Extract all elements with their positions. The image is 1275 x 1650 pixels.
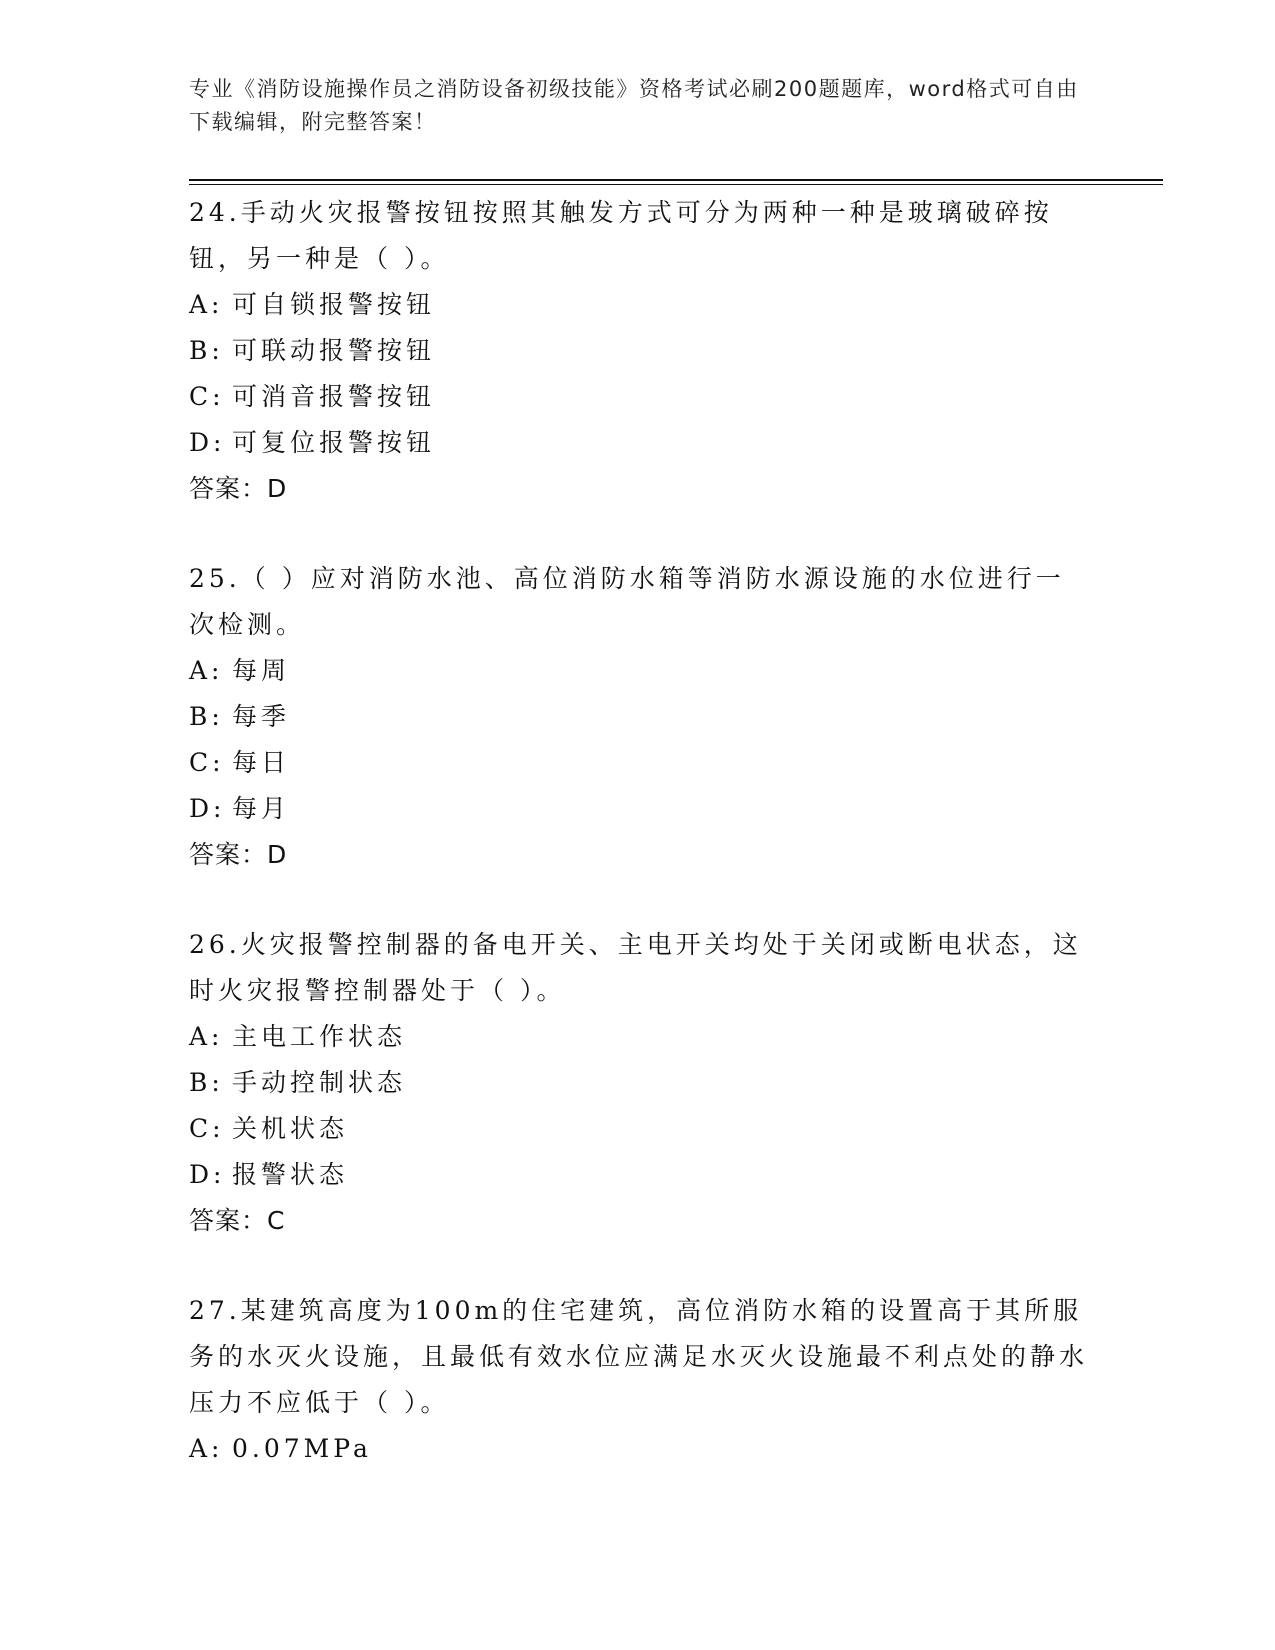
option-letter: D: xyxy=(189,1160,226,1189)
option-a xyxy=(189,282,1089,328)
header-divider-thin xyxy=(189,184,1163,185)
question-24 xyxy=(189,190,1089,512)
option-text: 可联动报警按钮 xyxy=(232,336,436,365)
option-text: 关机状态 xyxy=(232,1114,349,1143)
question-text: 25.（ ）应对消防水池、高位消防水箱等消防水源设施的水位进行一次检测。 xyxy=(189,564,1065,639)
question-text: 27.某建筑高度为100m的住宅建筑，高位消防水箱的设置高于其所服务的水灭火设施，且最低有效水位应满足水灭火设施最不利点处的静水压力不应低于（ ）。 xyxy=(189,1296,1089,1417)
option-c xyxy=(189,1106,1089,1152)
option-text: 可消音报警按钮 xyxy=(232,382,436,411)
question-26 xyxy=(189,922,1089,1244)
option-b xyxy=(189,1060,1089,1106)
option-letter: C: xyxy=(189,382,225,411)
option-letter: C: xyxy=(189,1114,225,1143)
question-text: 24.手动火灾报警按钮按照其触发方式可分为两种一种是玻璃破碎按钮，另一种是（ ）。 xyxy=(189,198,1053,273)
option-letter: C: xyxy=(189,748,225,777)
option-a xyxy=(189,1014,1089,1060)
option-text: 可自锁报警按钮 xyxy=(232,290,436,319)
option-d xyxy=(189,1152,1089,1198)
option-text: 报警状态 xyxy=(232,1160,349,1189)
option-a xyxy=(189,648,1089,694)
option-text: 可复位报警按钮 xyxy=(232,428,436,457)
question-list xyxy=(189,190,1089,1516)
option-a xyxy=(189,1426,1089,1472)
option-text: 主电工作状态 xyxy=(232,1022,407,1051)
header-divider-thick xyxy=(189,179,1163,181)
option-letter: B: xyxy=(189,336,224,365)
option-letter: D: xyxy=(189,794,226,823)
option-text: 每季 xyxy=(232,702,291,731)
option-c xyxy=(189,374,1089,420)
option-letter: B: xyxy=(189,702,224,731)
option-letter: A: xyxy=(189,1022,224,1051)
answer-line: 答案：D xyxy=(189,840,288,869)
option-letter: A: xyxy=(189,656,224,685)
option-text: 每日 xyxy=(232,748,291,777)
option-text: 0.07MPa xyxy=(232,1434,372,1463)
question-25 xyxy=(189,556,1089,878)
question-27 xyxy=(189,1288,1089,1472)
document-header: 专业《消防设施操作员之消防设备初级技能》资格考试必刷200题题库，word格式可自由下载编辑，附完整答案！ xyxy=(189,77,1079,134)
option-text: 手动控制状态 xyxy=(232,1068,407,1097)
option-letter: D: xyxy=(189,428,226,457)
option-b xyxy=(189,328,1089,374)
option-text: 每周 xyxy=(232,656,291,685)
option-d xyxy=(189,420,1089,466)
option-letter: A: xyxy=(189,290,224,319)
answer-line: 答案：C xyxy=(189,1206,286,1235)
option-d xyxy=(189,786,1089,832)
option-letter: A: xyxy=(189,1434,224,1463)
option-letter: B: xyxy=(189,1068,224,1097)
question-text: 26.火灾报警控制器的备电开关、主电开关均处于关闭或断电状态，这时火灾报警控制器处于（ ）。 xyxy=(189,930,1082,1005)
answer-line: 答案：D xyxy=(189,474,288,503)
option-c xyxy=(189,740,1089,786)
option-b xyxy=(189,694,1089,740)
option-text: 每月 xyxy=(232,794,291,823)
